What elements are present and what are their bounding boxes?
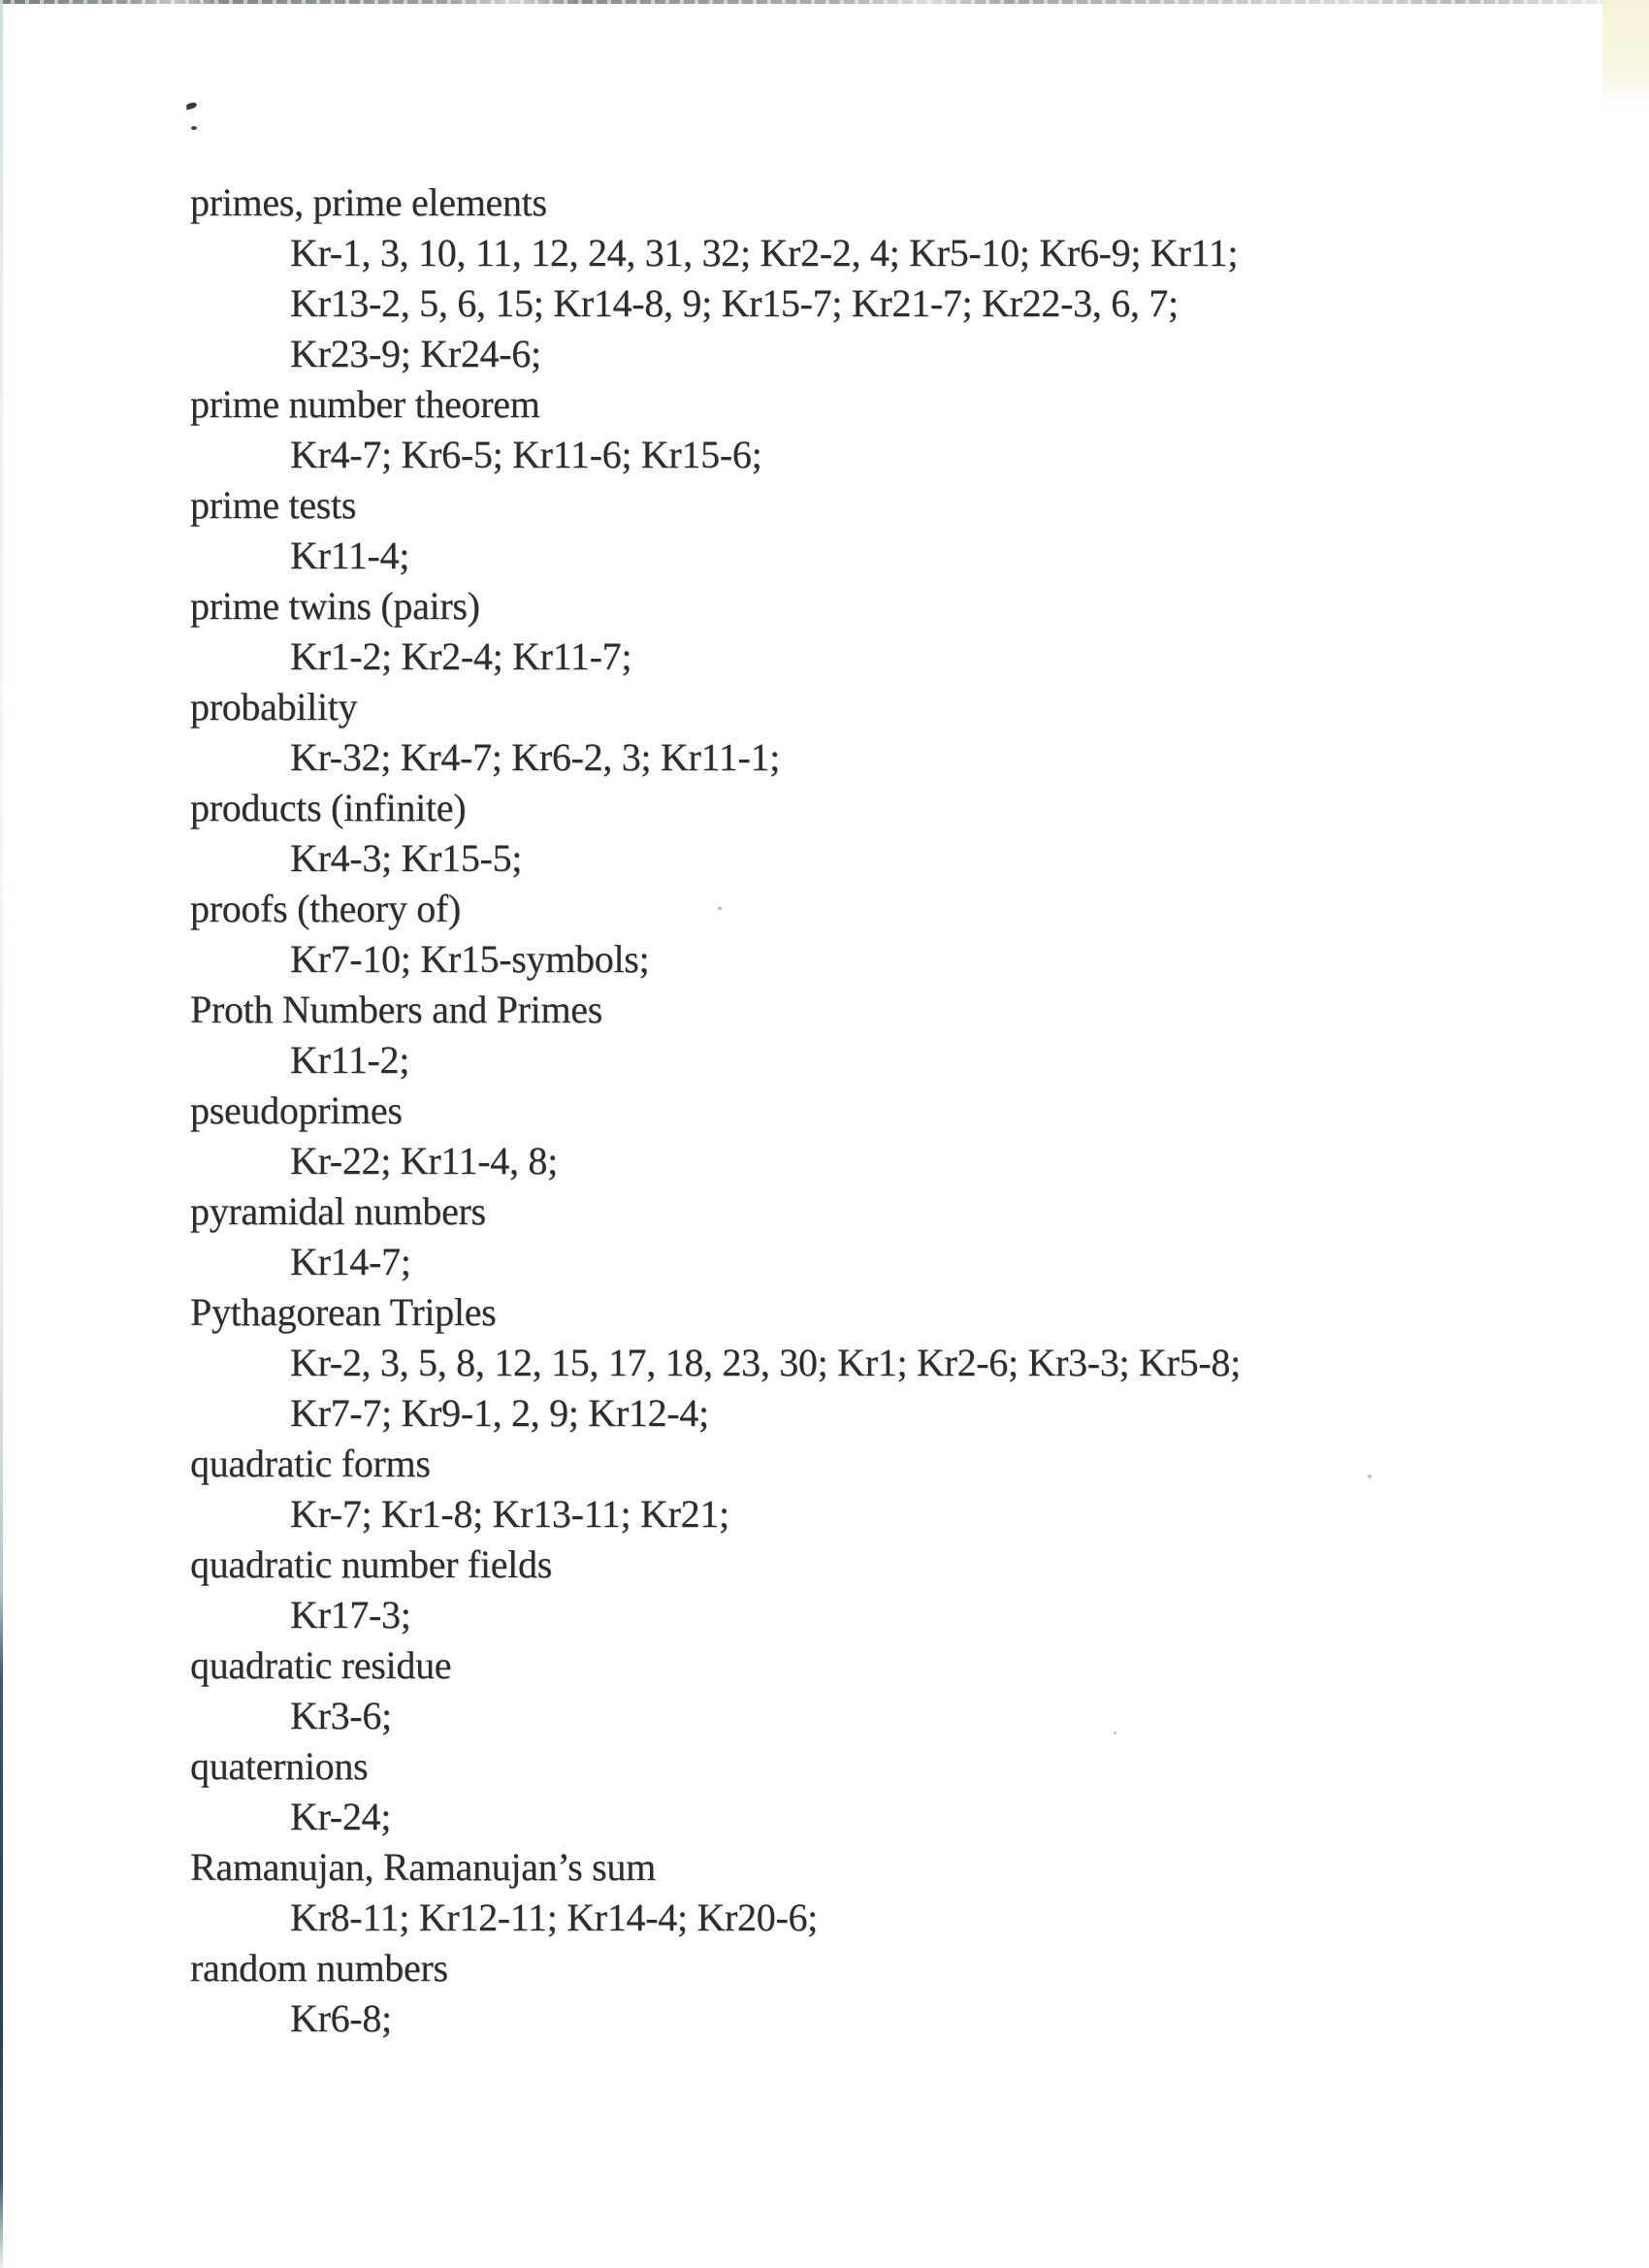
index-refs-line: Kr6-8;: [290, 1996, 392, 2040]
pen-mark-artifact: [185, 101, 197, 110]
index-term: products (infinite): [190, 786, 467, 829]
index-term: proofs (theory of): [190, 887, 461, 930]
scan-cream-corner-artifact: [1602, 0, 1649, 107]
index-term: pyramidal numbers: [190, 1189, 486, 1233]
index-refs-line: Kr4-7; Kr6-5; Kr11-6; Kr15-6;: [290, 433, 762, 476]
index-refs-line: Kr11-2;: [290, 1038, 410, 1082]
index-refs-line: Kr13-2, 5, 6, 15; Kr14-8, 9; Kr15-7; Kr21-7; Kr22-3, 6, 7;: [290, 281, 1179, 325]
index-refs-line: Kr4-3; Kr15-5;: [290, 836, 523, 880]
index-refs-line: Kr-7; Kr1-8; Kr13-11; Kr21;: [290, 1492, 729, 1536]
index-refs-line: Kr-22; Kr11-4, 8;: [290, 1139, 558, 1183]
scan-left-edge-artifact: [0, 0, 3, 2268]
index-term: Ramanujan, Ramanujan’s sum: [190, 1845, 656, 1889]
index-refs-line: Kr14-7;: [290, 1240, 411, 1283]
index-refs-line: Kr1-2; Kr2-4; Kr11-7;: [290, 634, 632, 678]
index-refs-line: Kr23-9; Kr24-6;: [290, 332, 541, 375]
index-refs-line: Kr11-4;: [290, 534, 410, 577]
index-refs-line: Kr-32; Kr4-7; Kr6-2, 3; Kr11-1;: [290, 735, 780, 779]
scan-top-edge-artifact: [0, 0, 1602, 4]
index-refs-line: Kr-24;: [290, 1795, 392, 1838]
index-term: quaternions: [190, 1744, 369, 1788]
index-refs-line: Kr-2, 3, 5, 8, 12, 15, 17, 18, 23, 30; Kr1; Kr2-6; Kr3-3; Kr5-8;: [290, 1341, 1241, 1384]
pen-mark-dot-artifact: [191, 126, 197, 130]
index-term: quadratic residue: [190, 1643, 452, 1687]
index-refs-line: Kr3-6;: [290, 1694, 392, 1737]
index-term: quadratic number fields: [190, 1542, 552, 1586]
index-term: Proth Numbers and Primes: [190, 988, 602, 1031]
index-term: Pythagorean Triples: [190, 1290, 497, 1334]
index-term: probability: [190, 685, 358, 729]
index-term: prime number theorem: [190, 382, 540, 426]
index-refs-line: Kr-1, 3, 10, 11, 12, 24, 31, 32; Kr2-2, 4; Kr5-10; Kr6-9; Kr11;: [290, 231, 1239, 275]
index-refs-line: Kr17-3;: [290, 1593, 411, 1636]
index-term: random numbers: [190, 1946, 448, 1990]
index-refs-line: Kr7-10; Kr15-symbols;: [290, 937, 650, 981]
index-refs-line: Kr7-7; Kr9-1, 2, 9; Kr12-4;: [290, 1391, 709, 1435]
index-term: prime tests: [190, 483, 357, 527]
index-term: quadratic forms: [190, 1442, 431, 1485]
index-term: prime twins (pairs): [190, 584, 480, 628]
index-term: pseudoprimes: [190, 1088, 403, 1132]
index-term: primes, prime elements: [190, 180, 547, 224]
index-refs-line: Kr8-11; Kr12-11; Kr14-4; Kr20-6;: [290, 1895, 818, 1939]
index-list: [190, 178, 1432, 2044]
